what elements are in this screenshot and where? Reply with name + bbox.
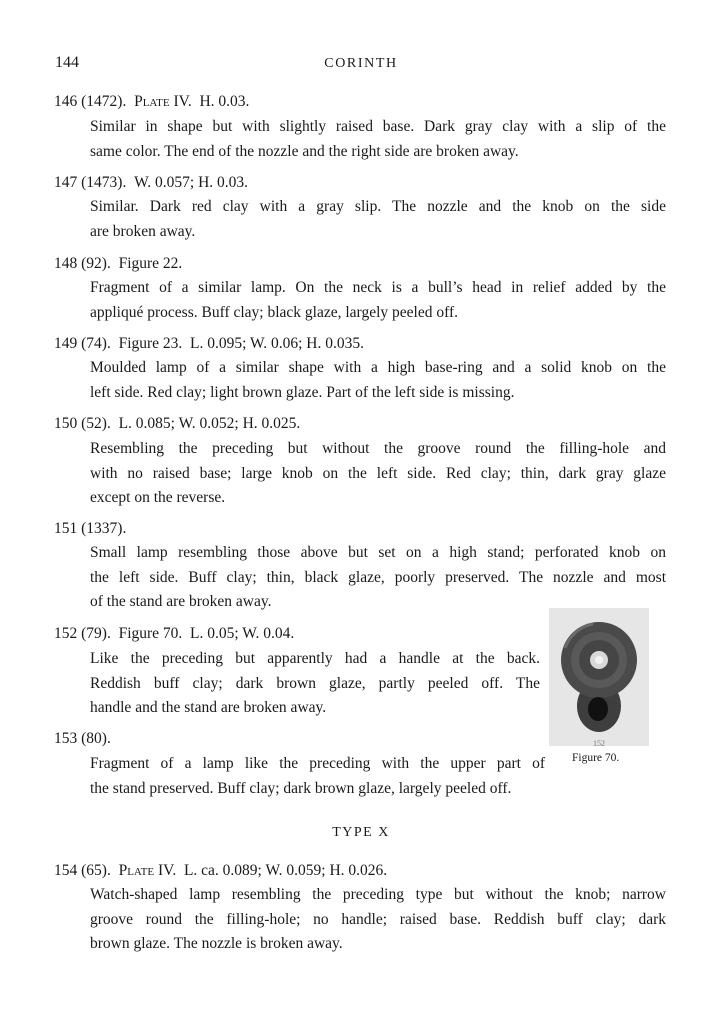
- entry-heading: [54, 625, 294, 643]
- entry-heading: [54, 520, 126, 538]
- entry-line: Resembling the preceding but without the groove round the filling-hole and: [90, 440, 666, 457]
- entry-description: [90, 276, 666, 325]
- lamp-image: [549, 608, 649, 746]
- entry-description: [90, 647, 540, 721]
- entry-description: [90, 195, 666, 244]
- entry-number: 148: [54, 255, 78, 272]
- entry-number: 150: [54, 415, 78, 432]
- entry-ref: (52).: [81, 415, 111, 432]
- entry-description: [90, 752, 590, 801]
- entry-label: Plate IV.: [134, 93, 192, 110]
- entry-line: are broken away.: [90, 222, 196, 240]
- entry-dims: L. 0.095; W. 0.06; H. 0.035.: [190, 335, 364, 352]
- entry-ref: (92).: [81, 255, 111, 272]
- entry-heading: [54, 415, 300, 433]
- entry-line: Similar in shape but with slightly raised base. Dark gray clay with a slip of the: [90, 118, 666, 135]
- entry-number: 154: [54, 862, 78, 879]
- entry-line: Similar. Dark red clay with a gray slip. The nozzle and the knob on the side: [90, 198, 666, 215]
- entry-description: [90, 115, 666, 164]
- entry-number: 146: [54, 93, 78, 110]
- entry-ref: (1473).: [81, 174, 127, 191]
- entry-line: Small lamp resembling those above but set on a high stand; perforated knob on: [90, 544, 666, 561]
- figure-number: 152: [593, 739, 605, 748]
- entry-line: with no raised base; large knob on the left side. Red clay; thin, dark gray glaze: [90, 464, 666, 482]
- entry-heading: [54, 862, 387, 880]
- entry-description: [90, 883, 666, 957]
- entry-line: the stand preserved. Buff clay; dark brown glaze, largely peeled off.: [90, 779, 512, 797]
- section-heading: TYPE X: [332, 825, 390, 840]
- entry-line: the left side. Buff clay; thin, black glaze, poorly preserved. The nozzle and most: [90, 568, 666, 586]
- entry-label: Figure 70.: [118, 625, 183, 642]
- entry-ref: (1337).: [81, 520, 127, 537]
- entry-number: 152: [54, 625, 78, 642]
- entry-dims: H. 0.03.: [199, 93, 250, 110]
- entry-number: 147: [54, 174, 78, 191]
- entry-description: [90, 356, 666, 405]
- entry-line: Fragment of a lamp like the preceding with the upper part of: [90, 755, 545, 772]
- entry-line: of the stand are broken away.: [90, 593, 272, 610]
- entry-line: Watch-shaped lamp resembling the preceding type but without the knob; narrow: [90, 886, 666, 903]
- entry-label: Plate IV.: [118, 862, 177, 879]
- entry-heading: [54, 174, 248, 192]
- entry-heading: [54, 730, 111, 748]
- entry-ref: (79).: [81, 625, 111, 642]
- entry-line: left side. Red clay; light brown glaze. Part of the left side is missing.: [90, 383, 515, 401]
- entry-line: Like the preceding but apparently had a handle at the back.: [90, 650, 540, 667]
- entry-description: [90, 437, 666, 511]
- running-title: CORINTH: [324, 56, 398, 71]
- entry-line: except on the reverse.: [90, 489, 226, 506]
- entry-ref: (80).: [81, 730, 111, 747]
- entry-dims: L. ca. 0.089; W. 0.059; H. 0.026.: [183, 862, 388, 879]
- entry-heading: [54, 93, 249, 111]
- entry-line: brown glaze. The nozzle is broken away.: [90, 935, 343, 952]
- entry-number: 151: [54, 520, 78, 537]
- entry-label: Figure 22.: [118, 255, 183, 272]
- entry-line: Reddish buff clay; dark brown glaze, partly peeled off. The: [90, 674, 540, 692]
- entry-dims: L. 0.085; W. 0.052; H. 0.025.: [118, 415, 301, 432]
- entry-ref: (74).: [81, 335, 111, 352]
- entry-line: same color. The end of the nozzle and the right side are broken away.: [90, 142, 519, 160]
- entry-heading: [54, 335, 364, 353]
- entry-number: 149: [54, 335, 78, 352]
- entry-description: [90, 541, 666, 615]
- entry-line: Moulded lamp of a similar shape with a high base-ring and a solid knob on the: [90, 359, 666, 376]
- entry-line: handle and the stand are broken away.: [90, 699, 327, 716]
- entry-ref: (1472).: [81, 93, 127, 110]
- entry-line: appliqué process. Buff clay; black glaze, largely peeled off.: [90, 303, 458, 321]
- entry-line: Fragment of a similar lamp. On the neck is a bull’s head in relief added by the: [90, 279, 666, 296]
- entry-line: groove round the filling-hole; no handle; raised base. Reddish buff clay; dark: [90, 910, 666, 928]
- entry-heading: [54, 255, 182, 273]
- page-number: 144: [55, 54, 79, 71]
- entry-dims: L. 0.05; W. 0.04.: [190, 625, 295, 642]
- entry-dims: W. 0.057; H. 0.03.: [134, 174, 249, 191]
- entry-ref: (65).: [81, 862, 111, 879]
- figure-caption: Figure 70.: [572, 752, 620, 764]
- entry-label: Figure 23.: [118, 335, 183, 352]
- figure-photo: [549, 608, 649, 746]
- entry-number: 153: [54, 730, 78, 747]
